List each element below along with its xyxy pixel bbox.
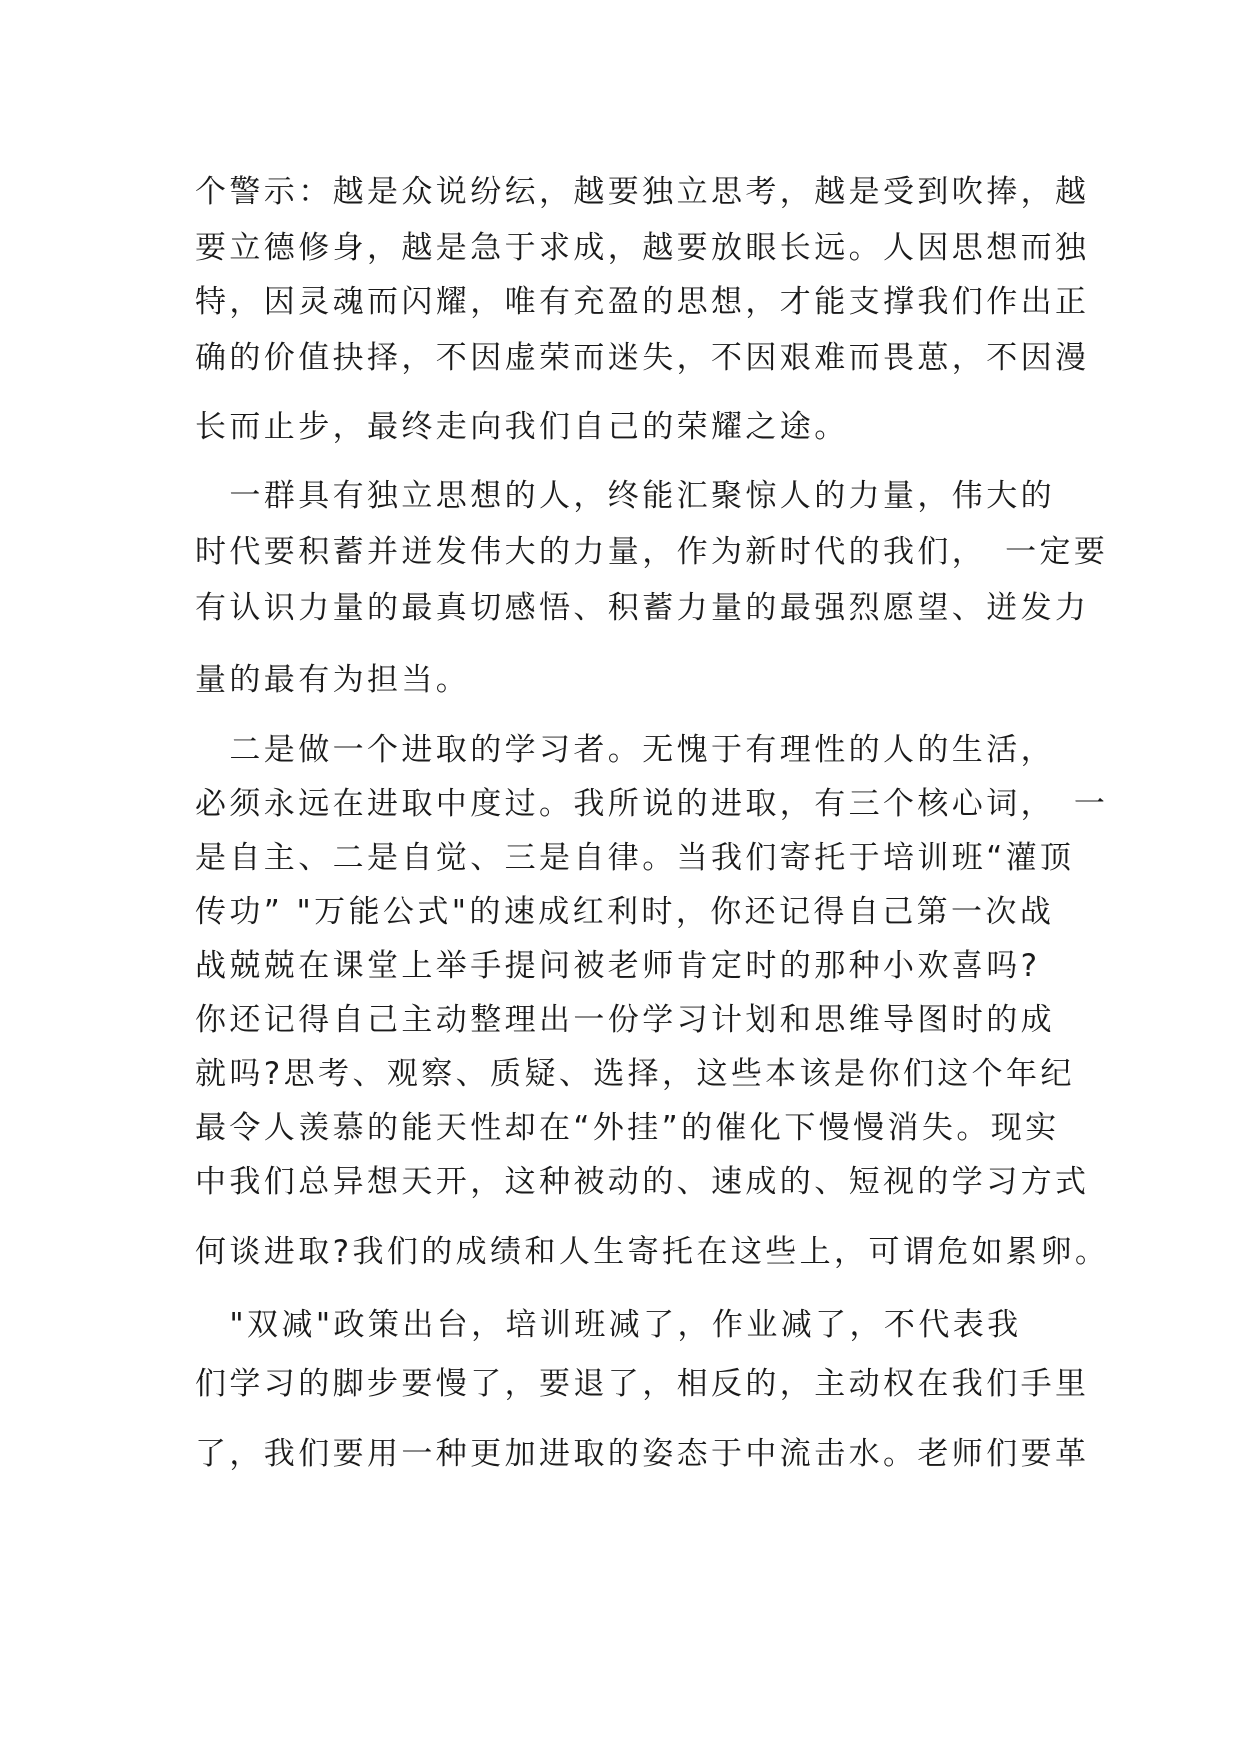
text-line: 你还记得自己主动整理出一份学习计划和思维导图时的成 (195, 1002, 1055, 1038)
text-line: 是自主、二是自觉、三是自律。当我们寄托于培训班“灌顶 (195, 840, 1075, 876)
text-line: 确的价值抉择，不因虚荣而迷失，不因艰难而畏葸，不因漫 (195, 340, 1090, 376)
text-line: 量的最有为担当。 (195, 662, 471, 698)
text-line: 就吗?思考、观察、质疑、选择，这些本该是你们这个年纪 (195, 1056, 1075, 1092)
text-line: 长而止步，最终走向我们自己的荣耀之途。 (195, 409, 849, 445)
text-line: 最令人羡慕的能天性却在“外挂”的催化下慢慢消失。现实 (195, 1110, 1060, 1146)
text-line: 战兢兢在课堂上举手提问被老师肯定时的那种小欢喜吗? (195, 948, 1041, 984)
text-line: 要立德修身，越是急于求成，越要放眼长远。人因思想而独 (195, 230, 1090, 266)
text-line: 有认识力量的最真切感悟、积蓄力量的最强烈愿望、迸发力 (195, 590, 1090, 626)
text-line: 一群具有独立思想的人，终能汇聚惊人的力量，伟大的 (195, 478, 1055, 514)
text-line: "双减"政策出台，培训班减了，作业减了，不代表我 (195, 1307, 1022, 1343)
text-line: 特，因灵魂而闪耀，唯有充盈的思想，才能支撑我们作出正 (195, 284, 1090, 320)
text-line: 传功” "万能公式"的速成红利时，你还记得自己第一次战 (195, 894, 1055, 930)
text-line: 了，我们要用一种更加进取的姿态于中流击水。老师们要革 (195, 1436, 1090, 1472)
text-line: 中我们总异想天开，这种被动的、速成的、短视的学习方式 (195, 1164, 1090, 1200)
text-line: 个警示：越是众说纷纭，越要独立思考，越是受到吹捧，越 (195, 174, 1090, 210)
text-line: 必须永远在进取中度过。我所说的进取，有三个核心词， 一 (195, 786, 1109, 822)
text-line: 时代要积蓄并迸发伟大的力量，作为新时代的我们， 一定要 (195, 534, 1109, 570)
text-line: 何谈进取?我们的成绩和人生寄托在这些上，可谓危如累卵。 (195, 1234, 1110, 1270)
text-line: 们学习的脚步要慢了，要退了，相反的，主动权在我们手里 (195, 1366, 1090, 1402)
text-line: 二是做一个进取的学习者。无愧于有理性的人的生活， (195, 732, 1055, 768)
